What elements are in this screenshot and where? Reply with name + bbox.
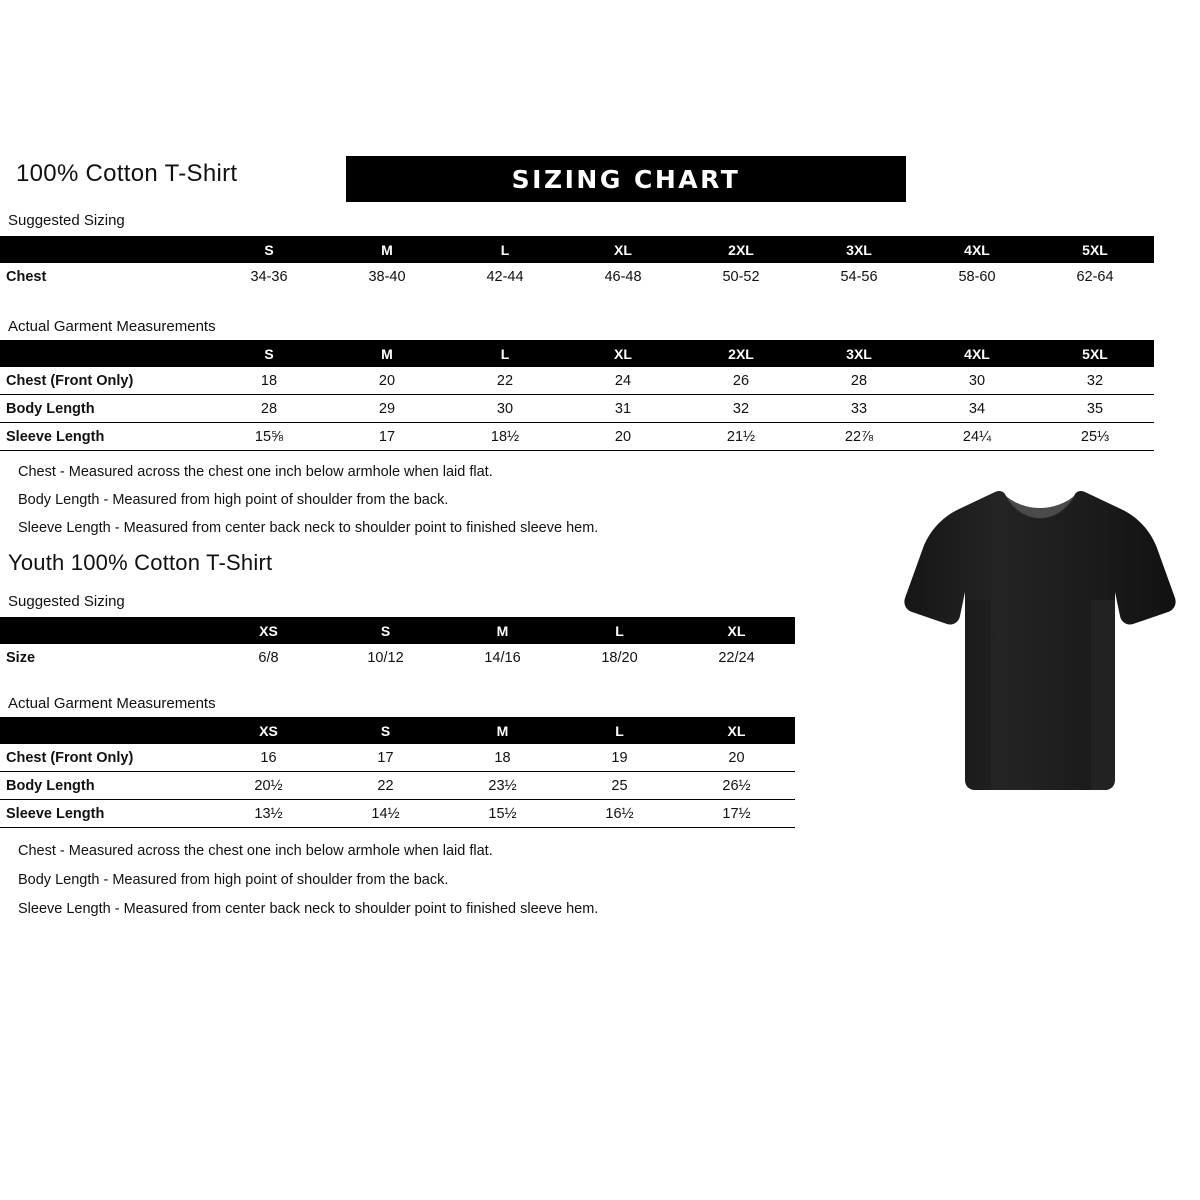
row-label: Chest — [6, 268, 47, 285]
col-head-3: M — [444, 717, 561, 744]
cell: 24¼ — [918, 423, 1036, 451]
cell: 50-52 — [722, 268, 760, 285]
col-head-4: L — [561, 717, 678, 744]
col-head-0 — [0, 617, 210, 644]
cell: 28 — [800, 367, 918, 395]
cell: 54-56 — [840, 268, 878, 285]
cell: 32 — [682, 395, 800, 423]
cell: 18½ — [446, 423, 564, 451]
col-head-6: 3XL — [800, 236, 918, 263]
table-row — [0, 772, 795, 800]
cell: 26½ — [678, 772, 795, 800]
col-head-5: XL — [678, 717, 795, 744]
adult-actual-measurements-label: Actual Garment Measurements — [8, 318, 216, 335]
col-head-2: S — [327, 617, 444, 644]
cell: 18 — [210, 367, 328, 395]
cell: 21½ — [682, 423, 800, 451]
col-head-8: 5XL — [1036, 236, 1154, 263]
col-head-5: 2XL — [682, 340, 800, 367]
cell: 17 — [327, 744, 444, 772]
row-label: Chest (Front Only) — [0, 744, 210, 772]
header-row — [8, 160, 1198, 204]
cell: 22 — [446, 367, 564, 395]
table-header-row — [0, 236, 1154, 263]
col-head-6: 3XL — [800, 340, 918, 367]
cell: 58-60 — [958, 268, 996, 285]
cell: 62-64 — [1076, 268, 1114, 285]
sizing-chart-banner — [346, 156, 906, 202]
col-head-7: 4XL — [918, 340, 1036, 367]
row-label: Sleeve Length — [0, 800, 210, 828]
col-head-3: L — [446, 236, 564, 263]
col-head-0 — [0, 340, 210, 367]
cell: 26 — [682, 367, 800, 395]
sizing-chart-banner-label: SIZING CHART — [511, 165, 741, 194]
table-header-row — [0, 717, 795, 744]
youth-note-chest: Chest - Measured across the chest one inch below armhole when laid flat. — [18, 843, 493, 859]
col-head-1: S — [210, 236, 328, 263]
cell: 13½ — [210, 800, 327, 828]
cell: 22 — [327, 772, 444, 800]
youth-actual-measurements-label: Actual Garment Measurements — [8, 695, 216, 712]
adult-note-chest: Chest - Measured across the chest one inch below armhole when laid flat. — [18, 464, 493, 480]
cell: 10/12 — [367, 649, 404, 666]
row-label: Size — [6, 649, 36, 666]
cell: 20 — [328, 367, 446, 395]
table-row — [0, 423, 1154, 451]
cell: 15⅝ — [210, 423, 328, 451]
adult-note-sleeve-length: Sleeve Length - Measured from center back neck to shoulder point to finished sleeve hem. — [18, 520, 599, 536]
row-label: Chest (Front Only) — [0, 367, 210, 395]
row-label: Sleeve Length — [0, 423, 210, 451]
cell: 14/16 — [484, 649, 521, 666]
cell: 25 — [561, 772, 678, 800]
col-head-7: 4XL — [918, 236, 1036, 263]
cell: 35 — [1036, 395, 1154, 423]
cell: 28 — [210, 395, 328, 423]
cell: 20½ — [210, 772, 327, 800]
col-head-3: L — [446, 340, 564, 367]
tshirt-icon — [895, 480, 1185, 810]
adult-suggested-sizing-label: Suggested Sizing — [8, 212, 125, 229]
cell: 34 — [918, 395, 1036, 423]
cell: 29 — [328, 395, 446, 423]
col-head-4: L — [561, 617, 678, 644]
col-head-0 — [0, 717, 210, 744]
table-row — [0, 367, 1154, 395]
col-head-0 — [0, 236, 210, 263]
table-row — [0, 263, 1154, 290]
table-row — [0, 800, 795, 828]
cell: 23½ — [444, 772, 561, 800]
adult-suggested-sizing-table — [0, 236, 1154, 290]
col-head-2: S — [327, 717, 444, 744]
table-row — [0, 744, 795, 772]
cell: 18 — [444, 744, 561, 772]
row-label: Body Length — [0, 772, 210, 800]
cell: 17½ — [678, 800, 795, 828]
cell: 14½ — [327, 800, 444, 828]
cell: 18/20 — [601, 649, 638, 666]
cell: 30 — [446, 395, 564, 423]
cell: 33 — [800, 395, 918, 423]
cell: 38-40 — [368, 268, 406, 285]
col-head-3: M — [444, 617, 561, 644]
page-title: 100% Cotton T-Shirt — [16, 160, 238, 187]
cell: 22/24 — [718, 649, 755, 666]
cell: 34-36 — [250, 268, 288, 285]
youth-note-body-length: Body Length - Measured from high point of shoulder from the back. — [18, 872, 449, 888]
col-head-1: XS — [210, 717, 327, 744]
youth-note-sleeve-length: Sleeve Length - Measured from center back neck to shoulder point to finished sleeve hem. — [18, 901, 599, 917]
col-head-1: S — [210, 340, 328, 367]
table-header-row — [0, 340, 1154, 367]
col-head-5: 2XL — [682, 236, 800, 263]
col-head-2: M — [328, 236, 446, 263]
youth-suggested-sizing-label: Suggested Sizing — [8, 593, 125, 610]
row-label: Body Length — [0, 395, 210, 423]
cell: 16 — [210, 744, 327, 772]
cell: 31 — [564, 395, 682, 423]
cell: 32 — [1036, 367, 1154, 395]
cell: 42-44 — [486, 268, 524, 285]
cell: 25⅓ — [1036, 423, 1154, 451]
adult-actual-measurements-table — [0, 340, 1154, 451]
cell: 16½ — [561, 800, 678, 828]
col-head-1: XS — [210, 617, 327, 644]
adult-note-body-length: Body Length - Measured from high point of shoulder from the back. — [18, 492, 449, 508]
cell: 20 — [678, 744, 795, 772]
cell: 15½ — [444, 800, 561, 828]
table-row — [0, 644, 795, 671]
cell: 17 — [328, 423, 446, 451]
cell: 30 — [918, 367, 1036, 395]
youth-suggested-sizing-table — [0, 617, 795, 671]
cell: 22⅞ — [800, 423, 918, 451]
table-header-row — [0, 617, 795, 644]
cell: 19 — [561, 744, 678, 772]
table-row — [0, 395, 1154, 423]
col-head-2: M — [328, 340, 446, 367]
col-head-5: XL — [678, 617, 795, 644]
col-head-4: XL — [564, 236, 682, 263]
tshirt-illustration — [895, 480, 1185, 810]
cell: 24 — [564, 367, 682, 395]
cell: 6/8 — [258, 649, 279, 666]
cell: 20 — [564, 423, 682, 451]
youth-actual-measurements-table — [0, 717, 795, 828]
youth-section-title: Youth 100% Cotton T-Shirt — [8, 550, 273, 575]
col-head-4: XL — [564, 340, 682, 367]
col-head-8: 5XL — [1036, 340, 1154, 367]
cell: 46-48 — [604, 268, 642, 285]
